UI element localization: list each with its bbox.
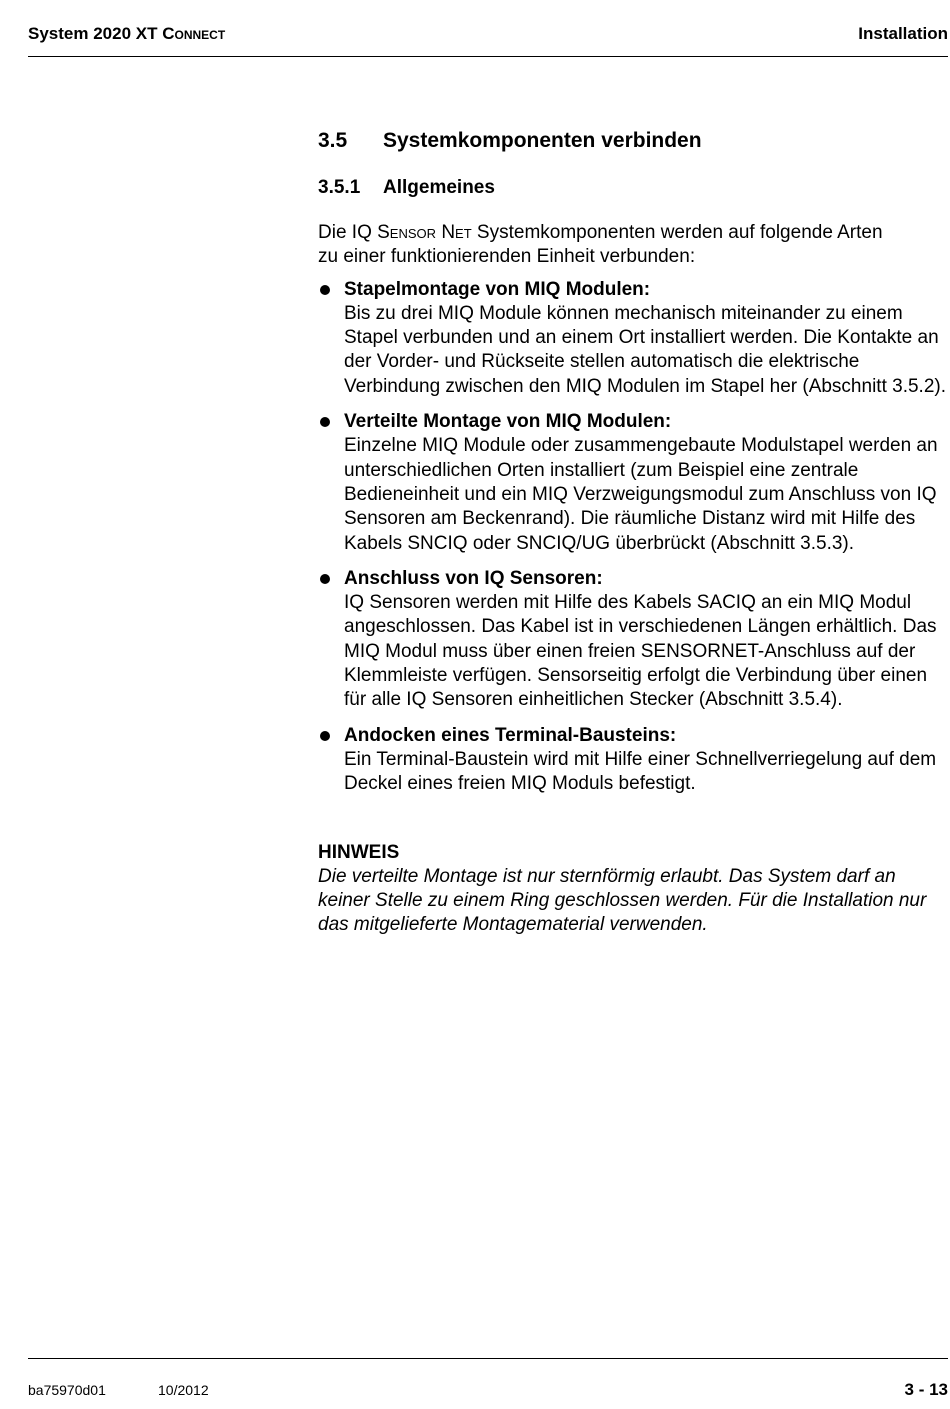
header-product-smallcaps: Connect bbox=[162, 24, 226, 43]
intro-paragraph bbox=[318, 221, 948, 270]
footer-date: 10/2012 bbox=[158, 1382, 209, 1398]
list-item bbox=[318, 724, 948, 797]
page-footer bbox=[28, 1380, 948, 1402]
bullet-dot-icon bbox=[320, 417, 330, 427]
intro-line-2: zu einer funktionierenden Einheit verbunden: bbox=[318, 246, 696, 268]
note-text: Die verteilte Montage ist nur sternförmig erlaubt. Das System darf an keiner Stelle zu einem Ring geschlossen werden. Für die Installation nur das mitgelieferte Montagematerial verwenden. bbox=[318, 865, 927, 936]
page-header bbox=[28, 24, 948, 48]
list-item bbox=[318, 567, 948, 713]
header-product-prefix: System 2020 XT bbox=[28, 24, 163, 43]
bullet-text: Ein Terminal-Baustein wird mit Hilfe einer Schnellverriegelung auf dem Deckel eines freien MIQ Moduls befestigt. bbox=[344, 748, 937, 795]
header-product bbox=[28, 24, 225, 44]
intro-part1: Die IQ bbox=[318, 222, 378, 243]
main-content bbox=[318, 126, 948, 938]
footer-doc-id: ba75970d01 bbox=[28, 1382, 106, 1398]
section-heading bbox=[318, 126, 948, 156]
bullet-dot-icon bbox=[320, 731, 330, 741]
bullet-title: Anschluss von IQ Sensoren: bbox=[344, 567, 603, 589]
subsection-title: Allgemeines bbox=[383, 177, 495, 198]
header-divider bbox=[28, 56, 948, 57]
section-number: 3.5 bbox=[318, 129, 348, 152]
section-title: Systemkomponenten verbinden bbox=[383, 129, 702, 152]
note-title: HINWEIS bbox=[318, 841, 400, 863]
intro-line-1 bbox=[318, 222, 883, 243]
intro-sensor: Sensor bbox=[377, 222, 437, 243]
header-chapter: Installation bbox=[858, 24, 948, 43]
bullet-text: Bis zu drei MIQ Module können mechanisch miteinander zu einem Stapel verbunden und an einem Ort installiert werden. Die Kontakte an der Vorder- und Rückseite stellen automatisch die elektrische Verbindung zwischen den MIQ Modulen im Stapel her (Abschnitt 3.5.2). bbox=[344, 302, 946, 397]
bullet-title: Andocken eines Terminal-Bausteins: bbox=[344, 724, 677, 746]
bullet-title: Verteilte Montage von MIQ Modulen: bbox=[344, 411, 672, 433]
footer-page-number: 3 - 13 bbox=[904, 1380, 948, 1399]
bullet-dot-icon bbox=[320, 574, 330, 584]
subsection-heading bbox=[318, 176, 948, 200]
footer-divider bbox=[28, 1358, 948, 1359]
bullet-text: Einzelne MIQ Module oder zusammengebaute Modulstapel werden an unterschiedlichen Orten installiert (zum Beispiel eine zentrale Bedieneinheit und ein MIQ Verzweigungsmodul zum Anschluss von IQ Sensoren am Beckenrand). Die räumliche Distanz wird mit Hilfe des Kabels SNCIQ oder SNCIQ/UG überbrückt (Abschnitt 3.5.3). bbox=[344, 435, 938, 554]
list-item bbox=[318, 410, 948, 556]
list-item bbox=[318, 278, 948, 399]
bullet-text: IQ Sensoren werden mit Hilfe des Kabels SACIQ an ein MIQ Modul angeschlossen. Das Kabel ist in verschiedenen Längen erhältlich. Das MIQ Modul muss über einen freien SENSORNET-Anschluss auf der Klemmleiste verfügen. Sensorseitig erfolgt die Verbindung über einen für alle IQ Sensoren einheitlichen Stecker (Abschnitt 3.5.4). bbox=[344, 592, 937, 711]
bullet-title: Stapelmontage von MIQ Modulen: bbox=[344, 278, 651, 300]
bullet-dot-icon bbox=[320, 285, 330, 295]
intro-net: Net bbox=[441, 222, 472, 243]
note-box bbox=[318, 841, 948, 938]
intro-part2: Systemkomponenten werden auf folgende Arten bbox=[471, 222, 883, 243]
bullet-list bbox=[318, 278, 948, 797]
subsection-number: 3.5.1 bbox=[318, 177, 361, 198]
